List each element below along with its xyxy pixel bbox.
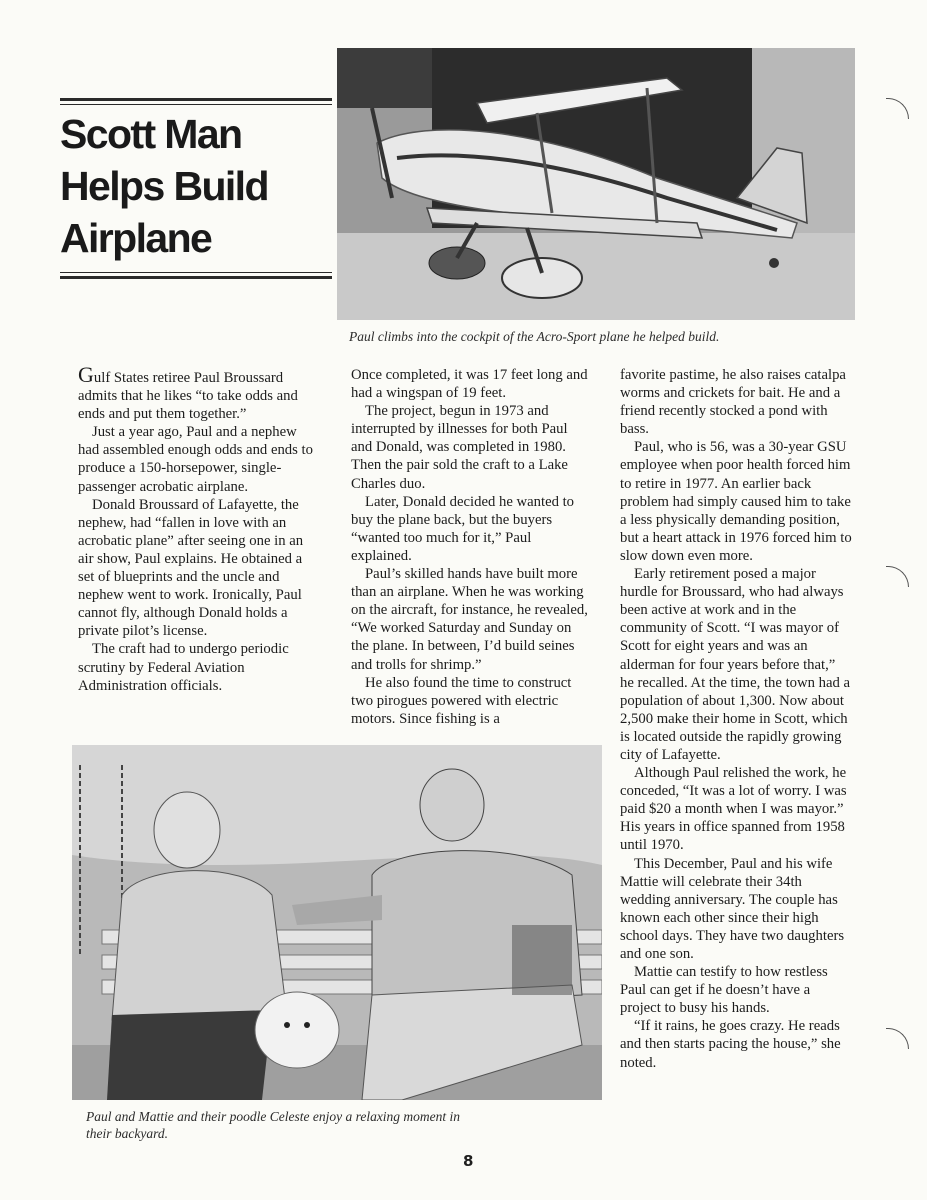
paragraph-1-text: ulf States retiree Paul Broussard admits that he likes “to take odds and ends and put them together.” <box>78 370 298 423</box>
paragraph-6: The project, begun in 1973 and interrupted by illnesses for both Paul and Donald, was completed in 1980. Then the pair sold the craft to a Lake Charles duo. <box>351 403 568 492</box>
paragraph-15: “If it rains, he goes crazy. He reads and then starts pacing the house,” she noted. <box>620 1018 841 1071</box>
paragraph-4: The craft had to undergo periodic scrutiny by Federal Aviation Administration officials. <box>78 641 289 694</box>
column-2 <box>351 366 589 728</box>
paragraph-11: Early retirement posed a major hurdle for Broussard, who had always been active at work and in the community of Scott. “I was mayor of Scott for eight years and was an alderman for four years before that,” he recalled. At the time, the town had a population of about 1,300. Now about 2,500 make their home in Scott, which is located outside the rapidly growing city of Lafayette. <box>620 566 851 763</box>
paragraph-5: Once completed, it was 17 feet long and had a wingspan of 19 feet. <box>351 367 588 402</box>
backyard-caption-line-1: Paul and Mattie and their poodle Celeste enjoy a relaxing moment in <box>86 1109 461 1124</box>
drop-cap: G <box>78 362 94 387</box>
paragraph-3: Donald Broussard of Lafayette, the nephew, had “fallen in love with an acrobatic plane” after seeing one in an air show, Paul explains. He obtained a set of blueprints and the uncle and nephew went to work. Ironically, Paul cannot fly, although Donald holds a private pilot’s license. <box>78 496 304 640</box>
binder-mark-top <box>886 98 909 119</box>
paragraph-9: He also found the time to construct two pirogues powered with electric motors. Since fishing is a <box>351 674 572 727</box>
column-3 <box>620 366 852 1072</box>
column-1 <box>78 362 318 695</box>
headline-bottom-rule <box>60 272 332 279</box>
airplane-photo-caption: Paul climbs into the cockpit of the Acro-Sport plane he helped build. <box>349 329 720 344</box>
backyard-caption-line-2: their backyard. <box>86 1126 168 1141</box>
paragraph-8: Paul’s skilled hands have built more than an airplane. When he was working on the aircraft, for instance, he revealed, “We worked Saturday and Sunday on the plane. In between, I’d build seines and trolls for shrimp.” <box>351 566 588 673</box>
headline-line-2: Helps Build <box>60 163 268 209</box>
binder-mark-middle <box>886 566 909 587</box>
paragraph-10: Paul, who is 56, was a 30-year GSU employee when poor health forced him to retire in 1977. An earlier back problem had simply caused him to take a less physically demanding position, but a heart attack in 1976 forced him to slow down even more. <box>620 439 852 564</box>
paragraph-7: Later, Donald decided he wanted to buy the plane back, but the buyers “wanted too much for it,” Paul explained. <box>351 493 575 564</box>
paragraph-1 <box>78 362 318 423</box>
backyard-photo <box>72 745 602 1100</box>
airplane-photo <box>337 48 855 320</box>
paragraph-13: This December, Paul and his wife Mattie will celebrate their 34th wedding anniversary. The couple has known each other since their high school days. They have two daughters and one son. <box>620 855 845 962</box>
page-number: 8 <box>463 1152 474 1170</box>
headline-line-1: Scott Man <box>60 111 242 157</box>
paragraph-2: Just a year ago, Paul and a nephew had assembled enough odds and ends to produce a 150-horsepower, single-passenger acrobatic airplane. <box>78 424 313 495</box>
headline-top-rule <box>60 98 332 105</box>
paragraph-12: Although Paul relished the work, he conceded, “It was a lot of worry. I was paid $20 a month when I was mayor.” His years in office spanned from 1958 until 1970. <box>620 765 847 854</box>
paragraph-9-continued: favorite pastime, he also raises catalpa worms and crickets for bait. He and a friend recently stocked a pond with bass. <box>620 367 846 438</box>
paragraph-14: Mattie can testify to how restless Paul can get if he doesn’t have a project to busy his hands. <box>620 964 828 1017</box>
binder-mark-bottom <box>886 1028 909 1049</box>
backyard-photo-caption <box>86 1108 586 1142</box>
headline-line-3: Airplane <box>60 215 212 261</box>
article-headline <box>60 108 340 264</box>
